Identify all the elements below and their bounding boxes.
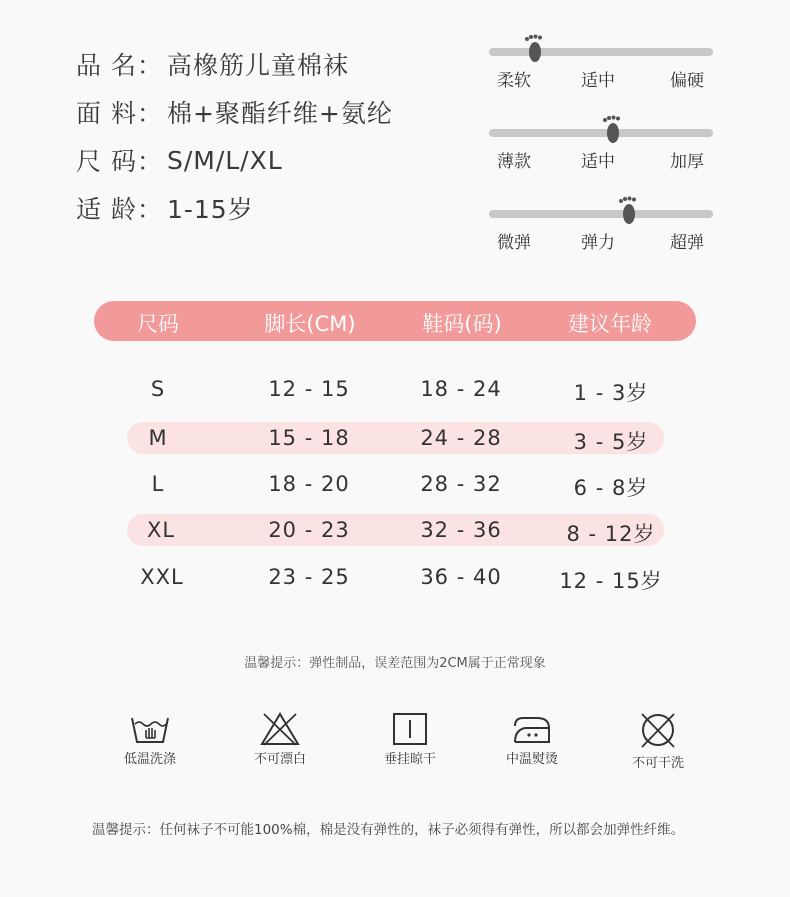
cell-shoe-size: 24 - 28 [420,426,502,450]
foot-marker-icon [601,115,623,145]
table-row [127,422,664,454]
slider-label-low: 薄款 [497,152,531,172]
slider-label-low: 微弹 [497,233,531,253]
hang-dry-icon [389,712,431,746]
table-row [127,468,664,500]
cell-size: M [148,426,168,450]
info-name-value: 高橡筋儿童棉袜 [166,51,349,80]
slider-label-high: 加厚 [670,152,704,172]
table-row [127,373,664,405]
slider-track [489,210,713,218]
care-label: 中温熨烫 [505,752,558,767]
header-foot-length: 脚长(CM) [264,312,356,336]
info-name-key: 品 名： [76,51,163,80]
cell-age: 12 - 15岁 [559,569,663,593]
info-size-key: 尺 码： [76,147,163,176]
info-fabric-key: 面 料： [76,99,163,128]
table-row [127,561,664,593]
slider-label-low: 柔软 [497,71,531,91]
cell-foot-length: 23 - 25 [268,565,350,589]
low-temp-wash-icon [129,712,171,746]
cotton-note: 温馨提示：任何袜子不可能100%棉，棉是没有弹性的，袜子必须得有弹性，所以都会加弹性纤维。 [92,822,685,838]
cell-shoe-size: 32 - 36 [420,518,502,542]
care-item-dryclean [608,712,708,771]
care-label: 不可漂白 [253,752,306,767]
info-size-value: S/M/L/XL [166,145,283,175]
slider-label-high: 偏硬 [670,71,704,91]
tolerance-note: 温馨提示：弹性制品，误差范围为2CM属于正常现象 [244,656,546,671]
cell-age: 6 - 8岁 [573,476,649,500]
cell-shoe-size: 36 - 40 [420,565,502,589]
header-age: 建议年龄 [568,312,652,336]
header-shoe-size: 鞋码(码) [422,312,502,336]
cell-size: S [150,377,166,401]
care-item-dry [360,712,460,767]
info-age-value: 1-15岁 [166,195,254,224]
no-dry-clean-icon [637,712,679,750]
cell-age: 8 - 12岁 [566,522,656,546]
info-fabric-value: 棉+聚酯纤维+氨纶 [166,99,393,128]
slider-label-high: 超弹 [670,233,704,253]
info-size-row [76,136,393,184]
product-info [76,40,393,232]
header-size: 尺码 [137,312,179,336]
care-item-wash [100,712,200,767]
slider-label-mid: 适中 [581,152,615,172]
cell-size: XXL [140,565,184,589]
table-row [127,514,664,546]
no-bleach-icon [259,712,301,746]
cell-size: XL [146,518,176,542]
cell-shoe-size: 28 - 32 [420,472,502,496]
info-name-row [76,40,393,88]
care-label: 低温洗涤 [123,752,176,767]
info-age-row [76,184,393,232]
care-item-bleach [230,712,330,767]
cell-foot-length: 20 - 23 [268,518,350,542]
medium-iron-icon [511,712,553,746]
cell-age: 1 - 3岁 [573,381,649,405]
foot-marker-icon [523,34,545,64]
care-label: 不可干洗 [631,756,684,771]
foot-marker-icon [617,196,639,226]
care-label: 垂挂晾干 [383,752,436,767]
cell-foot-length: 15 - 18 [268,426,350,450]
cell-size: L [151,472,165,496]
size-table-header [94,301,696,341]
info-fabric-row [76,88,393,136]
slider-label-mid: 弹力 [581,233,615,253]
cell-age: 3 - 5岁 [573,430,649,454]
info-age-key: 适 龄： [76,195,163,224]
cell-foot-length: 12 - 15 [268,377,350,401]
cell-foot-length: 18 - 20 [268,472,350,496]
slider-label-mid: 适中 [581,71,615,91]
cell-shoe-size: 18 - 24 [420,377,502,401]
care-item-iron [482,712,582,767]
